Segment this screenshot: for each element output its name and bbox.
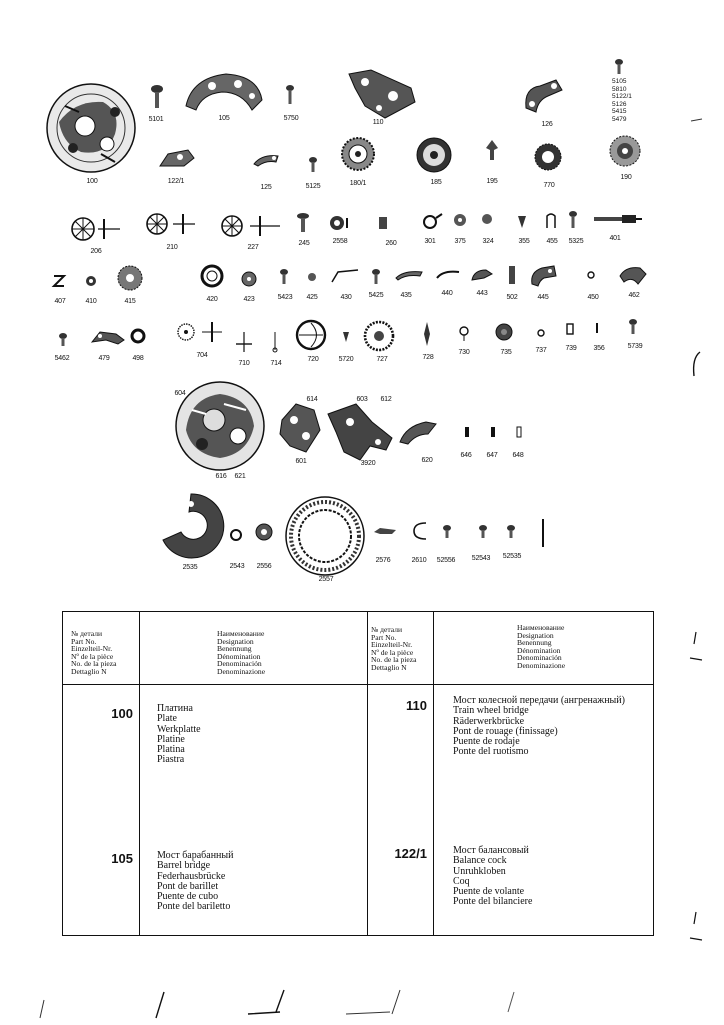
part-498-icon <box>130 328 146 344</box>
label-part-180-1: 180/1 <box>349 180 367 187</box>
header-partno-left: № детали Part No. Einzelteil-Nr. Nº de la pièce No. de la pieza Dettaglio N <box>71 629 117 676</box>
part-2543-icon <box>229 528 243 542</box>
part-122-1-balance-cock-drawing <box>158 148 196 170</box>
label-part: 52543 <box>471 555 491 562</box>
part-415-icon <box>116 264 144 292</box>
label-part: 356 <box>593 345 605 352</box>
part-52543-icon <box>478 524 488 540</box>
label-part: 2543 <box>229 563 245 570</box>
label-part: 407 <box>54 298 66 305</box>
label-part: 52535 <box>502 553 522 560</box>
part-710-icon <box>234 330 254 354</box>
label-part: 435 <box>400 292 412 299</box>
label-part: 245 <box>298 240 310 247</box>
part-2576-icon <box>372 524 398 538</box>
part-260-icon <box>376 214 390 232</box>
wheel-210-icon <box>145 212 197 238</box>
screw-5105-icon <box>614 58 624 76</box>
part-601-bridge-drawing <box>276 400 324 456</box>
parts-table <box>62 611 654 936</box>
stack-item: 5105 <box>612 78 627 85</box>
label-part: 616 <box>215 473 227 480</box>
part-5325-icon <box>568 210 578 230</box>
label-part-100: 100 <box>86 178 98 185</box>
part-401-winding-stem-icon <box>592 212 644 226</box>
part-502-icon <box>506 264 518 286</box>
part-450-icon <box>586 270 596 280</box>
label-part: 2556 <box>256 563 272 570</box>
label-part: 2557 <box>318 576 334 583</box>
part-727-escape-wheel-icon <box>362 318 396 354</box>
label-part: 710 <box>238 360 250 367</box>
table-divider <box>63 684 653 685</box>
part-462-icon <box>618 264 648 288</box>
stack-item: 5810 <box>612 85 627 93</box>
label-part: 3920 <box>360 460 376 467</box>
part-2557-date-ring-drawing <box>284 495 366 577</box>
label-part: 455 <box>546 238 558 245</box>
wheel-227-icon <box>220 214 282 240</box>
label-part-195: 195 <box>486 178 498 185</box>
part-unlabeled-pin-icon <box>540 518 546 548</box>
label-part: 410 <box>85 298 97 305</box>
part-110-train-wheel-bridge-drawing <box>345 68 417 120</box>
label-part: 425 <box>306 294 318 301</box>
table-divider <box>139 612 140 935</box>
label-part: 227 <box>247 244 259 251</box>
part-445-icon <box>528 262 558 288</box>
label-part: 621 <box>234 473 246 480</box>
header-partno-right: № детали Part No. Einzelteil-Nr. Nº de la pièce No. de la pieza Dettaglio N <box>371 625 417 672</box>
label-part-105: 105 <box>218 115 230 122</box>
part-647-icon <box>490 426 496 438</box>
label-part: 730 <box>458 349 470 356</box>
label-part: 355 <box>518 238 530 245</box>
part-728-icon <box>422 320 432 348</box>
part-2535-oscillating-weight-drawing <box>155 490 227 562</box>
label-part-5750: 5750 <box>283 115 299 122</box>
part-737-icon <box>536 328 546 338</box>
label-part: 614 <box>306 396 318 403</box>
wheel-206-icon <box>70 216 122 242</box>
label-part: 450 <box>587 294 599 301</box>
part-648-icon <box>516 426 522 438</box>
part-355-icon <box>516 212 528 230</box>
part-770-drawing <box>533 142 563 172</box>
part-5739-icon <box>628 318 638 336</box>
part-420-icon <box>200 264 224 288</box>
label-part: 5739 <box>627 343 643 350</box>
label-part-190: 190 <box>620 174 632 181</box>
label-part: 498 <box>132 355 144 362</box>
scan-mark <box>688 350 704 385</box>
entry-part-number: 110 <box>406 698 427 713</box>
scan-mark <box>150 990 170 1025</box>
label-part: 648 <box>512 452 524 459</box>
part-443-icon <box>470 266 494 284</box>
entry-part-number: 122/1 <box>394 846 427 861</box>
part-185-barrel-drawing <box>415 136 453 174</box>
label-part: 401 <box>609 235 621 242</box>
part-2556-icon <box>254 522 274 542</box>
label-part: 210 <box>166 244 178 251</box>
label-part: 5423 <box>277 294 293 301</box>
part-2558-icon <box>328 214 354 232</box>
part-704-icon <box>176 320 224 346</box>
label-part: 728 <box>422 354 434 361</box>
scan-mark <box>690 110 704 128</box>
table-divider <box>367 612 368 935</box>
label-part: 502 <box>506 294 518 301</box>
label-part: 2610 <box>411 557 427 564</box>
stack-item: 5122/1 <box>612 93 632 101</box>
scan-mark <box>36 998 48 1025</box>
part-423-icon <box>240 270 258 288</box>
entry-part-number: 100 <box>111 706 133 721</box>
label-part: 735 <box>500 349 512 356</box>
part-2610-icon <box>412 520 428 542</box>
label-part: 727 <box>376 356 388 363</box>
label-part-5101: 5101 <box>148 116 164 123</box>
part-126-drawing <box>520 78 564 114</box>
label-part: 420 <box>206 296 218 303</box>
stack-item: 5479 <box>612 115 627 123</box>
part-52556-icon <box>442 524 452 540</box>
part-714-icon <box>268 330 282 354</box>
part-407-icon <box>52 274 66 288</box>
label-part: 612 <box>380 396 392 403</box>
part-646-icon <box>464 426 470 438</box>
part-735-icon <box>494 322 514 342</box>
label-part: 479 <box>98 355 110 362</box>
part-435-icon <box>394 268 424 282</box>
stack-item: 5126 <box>612 100 627 108</box>
label-part: 375 <box>454 238 466 245</box>
label-part: 704 <box>196 352 208 359</box>
part-455-icon <box>544 212 558 230</box>
part-720-balance-wheel-icon <box>294 318 328 352</box>
label-part-5125: 5125 <box>305 183 321 190</box>
label-part-185: 185 <box>430 179 442 186</box>
label-part: 5462 <box>54 355 70 362</box>
scan-mark <box>344 988 404 1023</box>
part-440-icon <box>435 268 461 282</box>
part-125-drawing <box>252 150 282 168</box>
scan-mark <box>688 910 706 949</box>
label-part: 2558 <box>332 238 348 245</box>
table-divider <box>433 612 434 935</box>
entry-names: Платина Plate Werkplatte Platine Platina Piastra <box>157 703 201 766</box>
label-part: 260 <box>385 240 397 247</box>
part-5423-icon <box>279 268 289 286</box>
screw-5750-icon <box>285 84 295 106</box>
part-425-icon <box>305 270 319 286</box>
part-301-icon <box>420 212 444 232</box>
label-part-125: 125 <box>260 184 272 191</box>
label-part: 2576 <box>375 557 391 564</box>
label-part: 603 <box>356 396 368 403</box>
stack-part-numbers <box>612 78 632 124</box>
label-part: 620 <box>421 457 433 464</box>
label-part: 443 <box>476 290 488 297</box>
screw-5125-icon <box>308 156 318 174</box>
label-part: 324 <box>482 238 494 245</box>
label-part: 440 <box>441 290 453 297</box>
part-430-icon <box>330 268 360 284</box>
label-part-126: 126 <box>541 121 553 128</box>
label-part: 601 <box>295 458 307 465</box>
scan-mark <box>244 988 294 1023</box>
part-603-bridge-drawing <box>326 402 396 462</box>
header-name-right: Наименование Designation Benennung Dénomination Denominación Denominazione <box>517 623 566 670</box>
label-part: 5720 <box>338 356 354 363</box>
label-part: 604 <box>174 390 186 397</box>
label-part: 737 <box>535 347 547 354</box>
label-part-122-1: 122/1 <box>167 178 185 185</box>
part-604-automatic-plate-drawing <box>174 380 266 472</box>
entry-names: Мост барабанный Barrel bridge Federhausbrücke Pont de barillet Puente de cubo Ponte del bariletto <box>157 850 234 913</box>
part-5720-icon <box>342 330 350 344</box>
label-part: 714 <box>270 360 282 367</box>
label-part: 5425 <box>368 292 384 299</box>
part-479-icon <box>90 328 126 346</box>
part-180-1-wheel-drawing <box>340 136 376 172</box>
part-375-icon <box>452 212 468 228</box>
label-part: 430 <box>340 294 352 301</box>
label-part: 462 <box>628 292 640 299</box>
part-356-icon <box>594 322 600 334</box>
label-part: 206 <box>90 248 102 255</box>
label-part: 52556 <box>436 557 456 564</box>
part-105-barrel-bridge-drawing <box>182 70 266 112</box>
entry-names: Мост колесной передачи (ангренажный) Train wheel bridge Räderwerkbrücke Pont de rouage (finissage) Puente de rodaje Ponte del ruotismo <box>453 695 625 758</box>
part-52535-icon <box>506 524 516 540</box>
part-620-drawing <box>398 418 440 448</box>
part-324-icon <box>480 212 494 226</box>
label-part-110: 110 <box>372 119 384 126</box>
screw-5101-icon <box>150 84 164 110</box>
part-190-drawing <box>608 134 642 168</box>
header-name-left: Наименование Designation Benennung Dénomination Denominación Denominazione <box>217 629 266 676</box>
part-5462-icon <box>58 332 68 348</box>
label-part: 2535 <box>182 564 198 571</box>
label-part: 720 <box>307 356 319 363</box>
label-part: 5325 <box>568 238 584 245</box>
part-410-icon <box>84 274 98 288</box>
label-part: 739 <box>565 345 577 352</box>
part-730-icon <box>458 326 470 342</box>
part-739-icon <box>565 322 575 336</box>
label-part: 646 <box>460 452 472 459</box>
entry-part-number: 105 <box>111 851 133 866</box>
scan-mark <box>500 990 518 1021</box>
entry-names: Мост балансовый Balance cock Unruhkloben Coq Puente de volante Ponte del bilanciere <box>453 845 533 908</box>
stack-item: 5415 <box>612 108 627 116</box>
label-part-770: 770 <box>543 182 555 189</box>
label-part: 301 <box>424 238 436 245</box>
label-part: 445 <box>537 294 549 301</box>
label-part: 647 <box>486 452 498 459</box>
part-100-plate-drawing <box>45 82 137 174</box>
label-part: 415 <box>124 298 136 305</box>
part-195-drawing <box>484 138 500 162</box>
label-part: 423 <box>243 296 255 303</box>
part-245-icon <box>296 212 310 234</box>
scan-mark <box>686 630 704 669</box>
part-5425-icon <box>371 268 381 286</box>
